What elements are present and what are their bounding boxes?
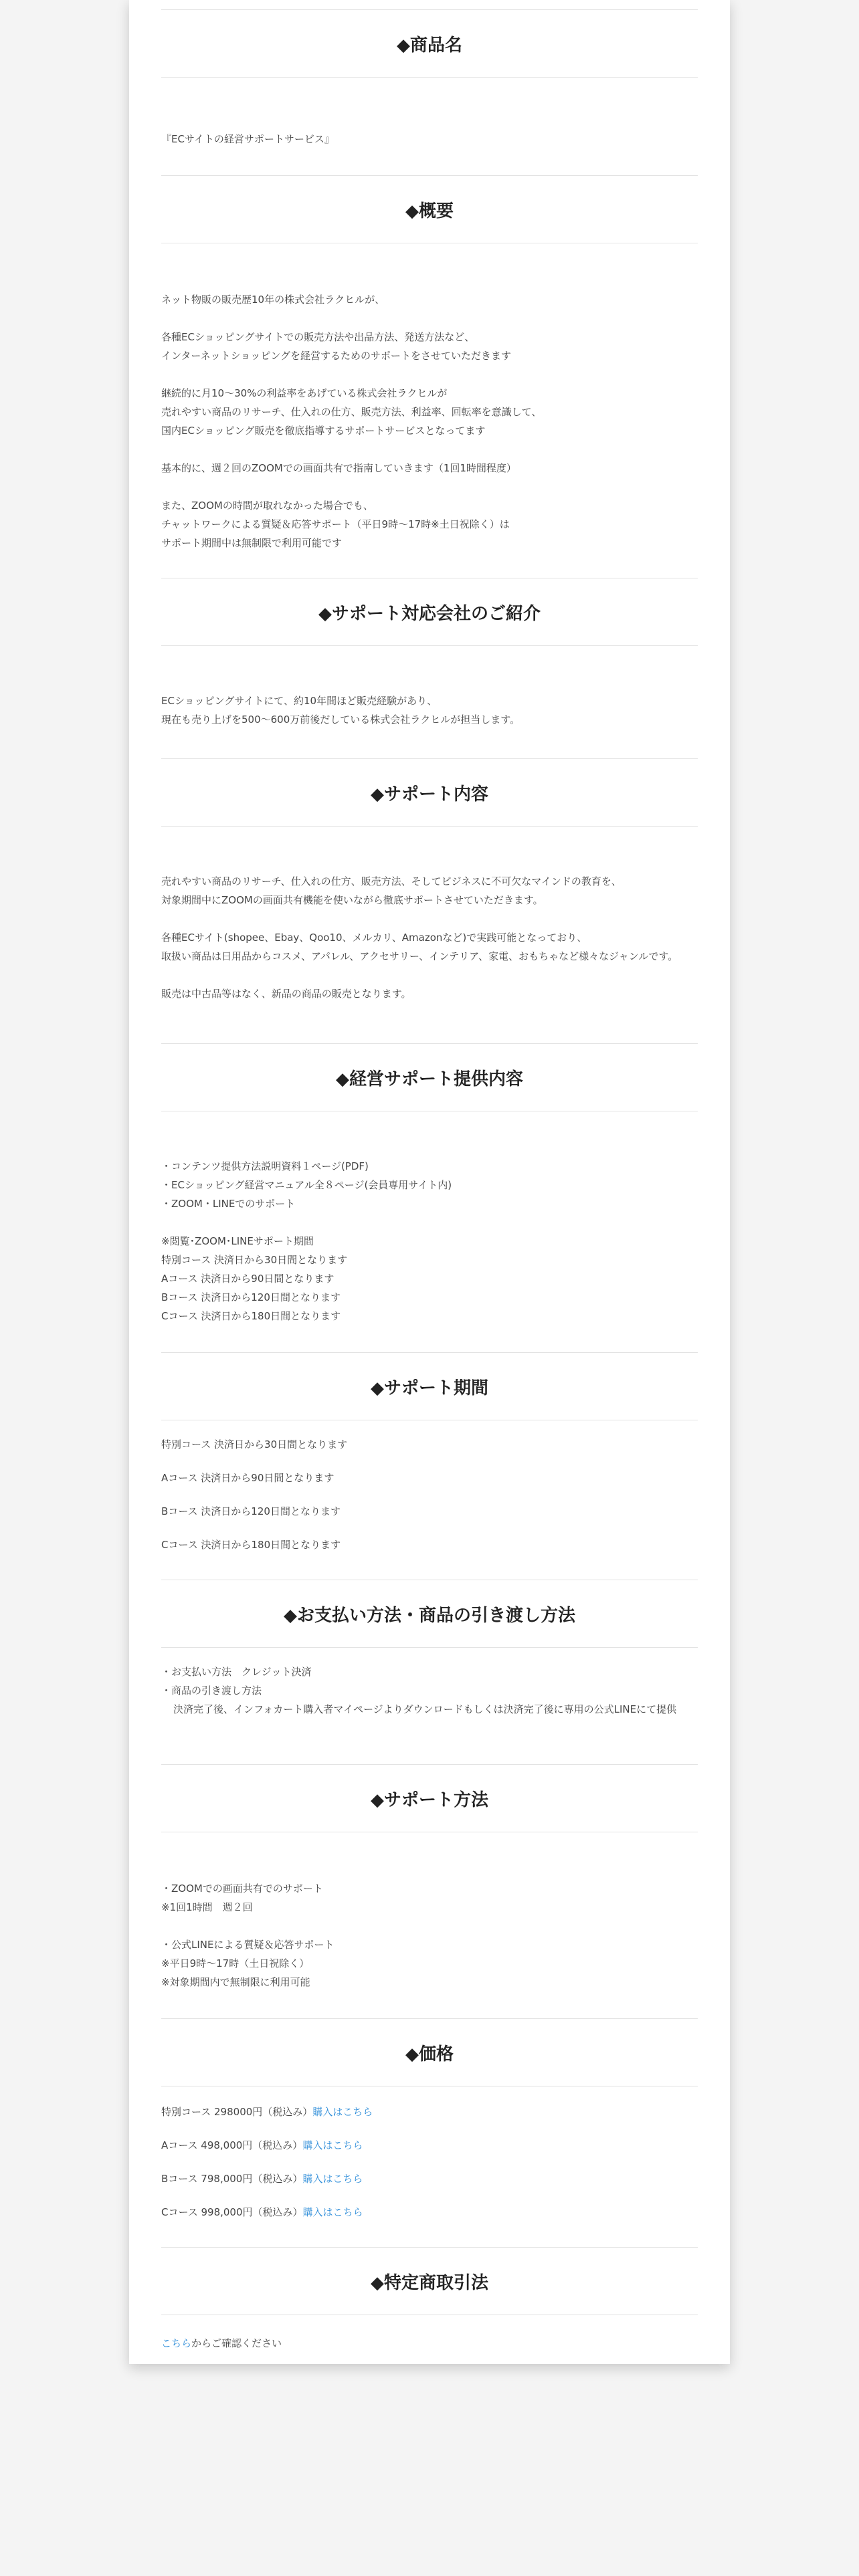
legal-line — [161, 2334, 698, 2353]
method-line: ※平日9時～17時（土日祝除く） — [161, 1957, 310, 1969]
content-body — [161, 872, 698, 1003]
offer-line: ・ZOOM・LINEでのサポート — [161, 1198, 296, 1210]
content-line: 各種ECサイト(shopee、Ebay、Qoo10、メルカリ、Amazonなど)で実践可能となっており、 — [161, 932, 587, 944]
overview-line: チャットワークによる質疑＆応答サポート（平日9時～17時※土日祝除く）は — [161, 518, 510, 530]
section-title-overview: ◆概要 — [161, 175, 698, 243]
period-body — [161, 1435, 698, 1569]
payment-line: ・商品の引き渡し方法 — [161, 1685, 262, 1697]
period-line: 特別コース 決済日から30日間となります — [161, 1438, 348, 1451]
content-line: 対象期間中にZOOMの画面共有機能を使いながら徹底サポートさせていただきます。 — [161, 894, 543, 906]
offer-line: Bコース 決済日から120日間となります — [161, 1291, 341, 1303]
method-line: ・公式LINEによる質疑＆応答サポート — [161, 1939, 335, 1951]
period-line: Bコース 決済日から120日間となります — [161, 1505, 341, 1517]
section-title-offer: ◆経営サポート提供内容 — [161, 1043, 698, 1111]
product-name-text: 『ECサイトの経営サポートサービス』 — [161, 133, 335, 145]
overview-line: ネット物販の販売歴10年の株式会社ラクヒルが、 — [161, 294, 385, 306]
section-title-payment: ◆お支払い方法・商品の引き渡し方法 — [161, 1580, 698, 1648]
method-line: ※1回1時間 週２回 — [161, 1901, 253, 1913]
payment-line: ・お支払い方法 クレジット決済 — [161, 1666, 312, 1678]
price-item — [161, 2103, 698, 2121]
price-label: Aコース 498,000円（税込み） — [161, 2139, 303, 2151]
overview-line: インターネットショッピングを経営するためのサポートをさせていただきます — [161, 350, 512, 362]
offer-line: Aコース 決済日から90日間となります — [161, 1273, 335, 1285]
legal-suffix: からご確認ください — [191, 2337, 282, 2349]
company-body — [161, 691, 698, 729]
method-body — [161, 1879, 698, 1992]
offer-line: ・コンテンツ提供方法説明資料１ページ(PDF) — [161, 1160, 369, 1172]
content-inner — [161, 0, 698, 2364]
section-title-price: ◆価格 — [161, 2018, 698, 2086]
overview-body — [161, 290, 698, 552]
content-line: 取扱い商品は日用品からコスメ、アパレル、アクセサリー、インテリア、家電、おもちゃなど様々なジャンルです。 — [161, 950, 678, 962]
price-item — [161, 2169, 698, 2188]
section-title-content: ◆サポート内容 — [161, 758, 698, 827]
method-line: ・ZOOMでの画面共有でのサポート — [161, 1883, 323, 1895]
method-line: ※対象期間内で無制限に利用可能 — [161, 1976, 310, 1988]
price-item — [161, 2203, 698, 2222]
offer-line: ・ECショッピング経営マニュアル全８ページ(会員専用サイト内) — [161, 1179, 452, 1191]
price-body — [161, 2103, 698, 2236]
price-item — [161, 2136, 698, 2155]
buy-link[interactable]: 購入はこちら — [312, 2106, 373, 2118]
offer-line: Cコース 決済日から180日間となります — [161, 1310, 341, 1322]
price-label: Cコース 998,000円（税込み） — [161, 2206, 303, 2218]
payment-line: 決済完了後、インフォカート購入者マイページよりダウンロードもしくは決済完了後に専用の公式LINEにて提供 — [173, 1703, 677, 1715]
content-card — [129, 0, 730, 2364]
offer-line: 特別コース 決済日から30日間となります — [161, 1254, 348, 1266]
section-title-method: ◆サポート方法 — [161, 1764, 698, 1832]
overview-line: 売れやすい商品のリサーチ、仕入れの仕方、販売方法、利益率、回転率を意識して、 — [161, 406, 542, 418]
buy-link[interactable]: 購入はこちら — [302, 2206, 363, 2218]
product-name-body — [161, 130, 698, 148]
price-label: Bコース 798,000円（税込み） — [161, 2173, 303, 2185]
overview-line: 各種ECショッピングサイトでの販売方法や出品方法、発送方法など、 — [161, 331, 475, 343]
overview-line: 国内ECショッピング販売を徹底指導するサポートサービスとなってます — [161, 425, 486, 437]
company-line: ECショッピングサイトにて、約10年間ほど販売経験があり、 — [161, 695, 438, 707]
overview-line: 基本的に、週２回のZOOMでの画面共有で指南していきます（1回1時間程度） — [161, 462, 516, 474]
overview-line: 継続的に月10～30%の利益率をあげている株式会社ラクヒルが — [161, 387, 448, 399]
period-line: Aコース 決済日から90日間となります — [161, 1472, 335, 1484]
offer-body — [161, 1157, 698, 1325]
payment-body — [161, 1662, 698, 1719]
buy-link[interactable]: 購入はこちら — [302, 2139, 363, 2151]
section-title-product-name: ◆商品名 — [161, 9, 698, 78]
content-line: 販売は中古品等はなく、新品の商品の販売となります。 — [161, 988, 411, 1000]
company-line: 現在も売り上げを500～600万前後だしている株式会社ラクヒルが担当します。 — [161, 714, 520, 726]
section-title-period: ◆サポート期間 — [161, 1352, 698, 1420]
legal-link[interactable]: こちら — [161, 2337, 192, 2349]
legal-body — [161, 2334, 698, 2353]
period-line: Cコース 決済日から180日間となります — [161, 1539, 341, 1551]
offer-line: ※閲覧･ZOOM･LINEサポート期間 — [161, 1235, 314, 1247]
content-line: 売れやすい商品のリサーチ、仕入れの仕方、販売方法、そしてビジネスに不可欠なマインドの教育を、 — [161, 875, 622, 887]
price-label: 特別コース 298000円（税込み） — [161, 2106, 313, 2118]
buy-link[interactable]: 購入はこちら — [302, 2173, 363, 2185]
section-title-company: ◆サポート対応会社のご紹介 — [161, 578, 698, 646]
overview-line: また、ZOOMの時間が取れなかった場合でも、 — [161, 500, 373, 512]
section-title-legal: ◆特定商取引法 — [161, 2247, 698, 2315]
overview-line: サポート期間中は無制限で利用可能です — [161, 537, 343, 549]
